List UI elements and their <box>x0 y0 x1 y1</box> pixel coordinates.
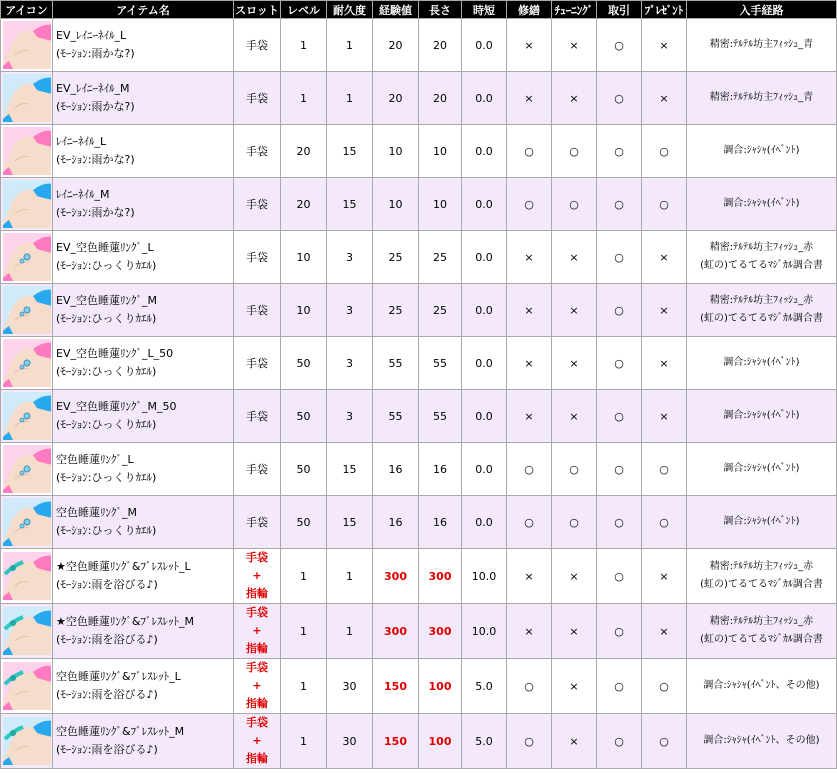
slot-cell <box>234 659 281 714</box>
time-cell: 10.0 <box>462 549 507 604</box>
icon-cell <box>1 125 53 178</box>
route-line: 調合:ｼｬｼｬ(ｲﾍﾞﾝﾄ、その他) <box>703 735 820 746</box>
tuning-cell: × <box>552 714 597 769</box>
exp-cell: 55 <box>373 390 419 443</box>
length-cell: 55 <box>419 337 462 390</box>
durability-cell: 3 <box>327 284 373 337</box>
exp-cell: 25 <box>373 231 419 284</box>
item-motion: (ﾓｰｼｮﾝ:雨かな?) <box>56 47 135 60</box>
length-cell: 55 <box>419 390 462 443</box>
table-body <box>1 19 837 769</box>
slot-value: 指輪 <box>246 752 268 765</box>
exp-cell: 10 <box>373 125 419 178</box>
trade-cell: ○ <box>597 549 642 604</box>
blue-bracelet-hand-icon <box>3 717 51 765</box>
slot-cell: 手袋 <box>234 284 281 337</box>
level-cell: 50 <box>281 496 327 549</box>
pink-ring-hand-icon <box>3 233 51 281</box>
route-line: 調合:ｼｬｼｬ(ｲﾍﾞﾝﾄ) <box>723 463 800 474</box>
repair-cell: × <box>507 390 552 443</box>
route-line: 精密:ﾃﾙﾃﾙ坊主ﾌｨｯｼｭ_青 <box>709 39 814 50</box>
item-name-cell <box>53 125 234 178</box>
tuning-cell: × <box>552 337 597 390</box>
trade-cell: ○ <box>597 284 642 337</box>
pink-ring-hand-icon <box>3 445 51 493</box>
item-name-cell <box>53 72 234 125</box>
repair-cell: ○ <box>507 659 552 714</box>
length-cell: 25 <box>419 284 462 337</box>
trade-cell: ○ <box>597 231 642 284</box>
item-name: EV_空色睡蓮ﾘﾝｸﾞ_M_50 <box>56 400 177 413</box>
slot-value: 手袋 <box>246 716 268 729</box>
time-cell: 0.0 <box>462 72 507 125</box>
length-cell: 20 <box>419 72 462 125</box>
header-durability: 耐久度 <box>327 1 373 19</box>
exp-cell: 150 <box>373 659 419 714</box>
pink-nail-hand-icon <box>3 127 51 175</box>
trade-cell: ○ <box>597 390 642 443</box>
trade-cell: ○ <box>597 72 642 125</box>
table-row <box>1 714 837 769</box>
table-row <box>1 496 837 549</box>
level-cell: 1 <box>281 549 327 604</box>
slot-cell: 手袋 <box>234 496 281 549</box>
route-line: 調合:ｼｬｼｬ(ｲﾍﾞﾝﾄ) <box>723 410 800 421</box>
level-cell: 10 <box>281 231 327 284</box>
slot-value: 指輪 <box>246 642 268 655</box>
header-slot: スロット <box>234 1 281 19</box>
present-cell: × <box>642 604 687 659</box>
header-present: ﾌﾟﾚｾﾞﾝﾄ <box>642 1 687 19</box>
icon-cell <box>1 19 53 72</box>
item-name-cell <box>53 714 234 769</box>
route-cell <box>687 443 837 496</box>
item-motion: (ﾓｰｼｮﾝ:雨を浴びる♪) <box>56 633 158 646</box>
item-motion: (ﾓｰｼｮﾝ:ひっくりｶｴﾙ) <box>56 418 157 431</box>
item-name: EV_ﾚｲﾆｰﾈｲﾙ_M <box>56 82 130 95</box>
time-cell: 0.0 <box>462 284 507 337</box>
present-cell: ○ <box>642 659 687 714</box>
item-motion: (ﾓｰｼｮﾝ:雨かな?) <box>56 100 135 113</box>
length-cell: 25 <box>419 231 462 284</box>
item-motion: (ﾓｰｼｮﾝ:雨かな?) <box>56 153 135 166</box>
route-cell <box>687 231 837 284</box>
route-cell <box>687 659 837 714</box>
level-cell: 50 <box>281 443 327 496</box>
length-cell: 16 <box>419 496 462 549</box>
trade-cell: ○ <box>597 496 642 549</box>
tuning-cell: × <box>552 231 597 284</box>
item-name-cell <box>53 604 234 659</box>
route-line: 精密:ﾃﾙﾃﾙ坊主ﾌｨｯｼｭ_青 <box>709 92 814 103</box>
item-name-cell <box>53 178 234 231</box>
level-cell: 50 <box>281 337 327 390</box>
trade-cell: ○ <box>597 604 642 659</box>
slot-cell: 手袋 <box>234 178 281 231</box>
exp-cell: 10 <box>373 178 419 231</box>
durability-cell: 30 <box>327 659 373 714</box>
item-name: 空色睡蓮ﾘﾝｸﾞ_M <box>56 506 137 519</box>
exp-cell: 16 <box>373 443 419 496</box>
blue-ring-hand-icon <box>3 286 51 334</box>
item-motion: (ﾓｰｼｮﾝ:雨を浴びる♪) <box>56 743 158 756</box>
header-time: 時短 <box>462 1 507 19</box>
table-row <box>1 178 837 231</box>
repair-cell: ○ <box>507 443 552 496</box>
item-name-cell <box>53 231 234 284</box>
repair-cell: × <box>507 549 552 604</box>
length-cell: 10 <box>419 125 462 178</box>
trade-cell: ○ <box>597 714 642 769</box>
repair-cell: ○ <box>507 496 552 549</box>
time-cell: 0.0 <box>462 443 507 496</box>
tuning-cell: × <box>552 604 597 659</box>
item-name: EV_空色睡蓮ﾘﾝｸﾞ_M <box>56 294 157 307</box>
repair-cell: ○ <box>507 714 552 769</box>
tuning-cell: × <box>552 284 597 337</box>
exp-cell: 20 <box>373 72 419 125</box>
tuning-cell: × <box>552 19 597 72</box>
level-cell: 1 <box>281 19 327 72</box>
time-cell: 0.0 <box>462 390 507 443</box>
trade-cell: ○ <box>597 19 642 72</box>
repair-cell: ○ <box>507 178 552 231</box>
slot-cell: 手袋 <box>234 390 281 443</box>
level-cell: 10 <box>281 284 327 337</box>
time-cell: 0.0 <box>462 337 507 390</box>
route-cell <box>687 714 837 769</box>
header-icon: アイコン <box>1 1 53 19</box>
time-cell: 0.0 <box>462 125 507 178</box>
icon-cell <box>1 72 53 125</box>
slot-value: 指輪 <box>246 697 268 710</box>
slot-cell: 手袋 <box>234 19 281 72</box>
route-line: 調合:ｼｬｼｬ(ｲﾍﾞﾝﾄ) <box>723 198 800 209</box>
pink-nail-hand-icon <box>3 21 51 69</box>
blue-ring-hand-icon <box>3 498 51 546</box>
header-item-name: アイテム名 <box>53 1 234 19</box>
exp-cell: 20 <box>373 19 419 72</box>
route-cell <box>687 549 837 604</box>
route-cell <box>687 178 837 231</box>
route-cell <box>687 604 837 659</box>
item-name: ★空色睡蓮ﾘﾝｸﾞ&ﾌﾞﾚｽﾚｯﾄ_M <box>56 615 194 628</box>
header-level: レベル <box>281 1 327 19</box>
present-cell: × <box>642 231 687 284</box>
present-cell: ○ <box>642 125 687 178</box>
present-cell: × <box>642 284 687 337</box>
item-name-cell <box>53 549 234 604</box>
tuning-cell: × <box>552 549 597 604</box>
table-row <box>1 659 837 714</box>
length-cell: 100 <box>419 714 462 769</box>
exp-cell: 300 <box>373 604 419 659</box>
item-motion: (ﾓｰｼｮﾝ:ひっくりｶｴﾙ) <box>56 365 157 378</box>
trade-cell: ○ <box>597 125 642 178</box>
route-cell <box>687 337 837 390</box>
slot-value: + <box>252 624 262 637</box>
route-line: 調合:ｼｬｼｬ(ｲﾍﾞﾝﾄ、その他) <box>703 680 820 691</box>
table-row <box>1 125 837 178</box>
level-cell: 50 <box>281 390 327 443</box>
time-cell: 0.0 <box>462 178 507 231</box>
durability-cell: 15 <box>327 125 373 178</box>
repair-cell: × <box>507 604 552 659</box>
trade-cell: ○ <box>597 443 642 496</box>
durability-cell: 1 <box>327 72 373 125</box>
table-row <box>1 19 837 72</box>
present-cell: ○ <box>642 178 687 231</box>
header-repair: 修繕 <box>507 1 552 19</box>
present-cell: × <box>642 337 687 390</box>
item-name-cell <box>53 390 234 443</box>
level-cell: 20 <box>281 125 327 178</box>
level-cell: 1 <box>281 714 327 769</box>
item-name-cell <box>53 19 234 72</box>
durability-cell: 3 <box>327 390 373 443</box>
trade-cell: ○ <box>597 659 642 714</box>
item-motion: (ﾓｰｼｮﾝ:ひっくりｶｴﾙ) <box>56 471 157 484</box>
tuning-cell: ○ <box>552 496 597 549</box>
table-row <box>1 549 837 604</box>
exp-cell: 55 <box>373 337 419 390</box>
slot-cell: 手袋 <box>234 72 281 125</box>
trade-cell: ○ <box>597 178 642 231</box>
icon-cell <box>1 714 53 769</box>
route-cell <box>687 284 837 337</box>
present-cell: ○ <box>642 714 687 769</box>
pink-ring-hand-icon <box>3 339 51 387</box>
item-name: ★空色睡蓮ﾘﾝｸﾞ&ﾌﾞﾚｽﾚｯﾄ_L <box>56 560 191 573</box>
item-motion: (ﾓｰｼｮﾝ:ひっくりｶｴﾙ) <box>56 259 157 272</box>
tuning-cell: × <box>552 72 597 125</box>
route-line: 精密:ﾃﾙﾃﾙ坊主ﾌｨｯｼｭ_赤 <box>709 561 814 572</box>
time-cell: 0.0 <box>462 231 507 284</box>
item-name: 空色睡蓮ﾘﾝｸﾞ&ﾌﾞﾚｽﾚｯﾄ_L <box>56 670 181 683</box>
repair-cell: × <box>507 231 552 284</box>
blue-nail-hand-icon <box>3 180 51 228</box>
item-motion: (ﾓｰｼｮﾝ:雨を浴びる♪) <box>56 688 158 701</box>
item-name-cell <box>53 496 234 549</box>
route-cell <box>687 72 837 125</box>
icon-cell <box>1 390 53 443</box>
route-line: (虹の)てるてるﾏｼﾞｶﾙ調合書 <box>700 634 823 645</box>
level-cell: 1 <box>281 72 327 125</box>
route-line: 調合:ｼｬｼｬ(ｲﾍﾞﾝﾄ) <box>723 145 800 156</box>
header-trade: 取引 <box>597 1 642 19</box>
icon-cell <box>1 604 53 659</box>
time-cell: 5.0 <box>462 714 507 769</box>
blue-bracelet-hand-icon <box>3 607 51 655</box>
length-cell: 300 <box>419 604 462 659</box>
route-line: 精密:ﾃﾙﾃﾙ坊主ﾌｨｯｼｭ_赤 <box>709 295 814 306</box>
durability-cell: 3 <box>327 231 373 284</box>
slot-value: 指輪 <box>246 587 268 600</box>
icon-cell <box>1 443 53 496</box>
item-motion: (ﾓｰｼｮﾝ:雨かな?) <box>56 206 135 219</box>
slot-cell: 手袋 <box>234 125 281 178</box>
repair-cell: × <box>507 19 552 72</box>
route-line: 調合:ｼｬｼｬ(ｲﾍﾞﾝﾄ) <box>723 516 800 527</box>
slot-cell: 手袋 <box>234 443 281 496</box>
slot-cell <box>234 549 281 604</box>
slot-cell: 手袋 <box>234 337 281 390</box>
exp-cell: 16 <box>373 496 419 549</box>
item-motion: (ﾓｰｼｮﾝ:雨を浴びる♪) <box>56 578 158 591</box>
item-name: EV_ﾚｲﾆｰﾈｲﾙ_L <box>56 29 127 42</box>
slot-cell <box>234 604 281 659</box>
route-line: (虹の)てるてるﾏｼﾞｶﾙ調合書 <box>700 579 823 590</box>
present-cell: × <box>642 390 687 443</box>
durability-cell: 1 <box>327 19 373 72</box>
item-name-cell <box>53 284 234 337</box>
item-name: 空色睡蓮ﾘﾝｸﾞ&ﾌﾞﾚｽﾚｯﾄ_M <box>56 725 185 738</box>
time-cell: 10.0 <box>462 604 507 659</box>
length-cell: 10 <box>419 178 462 231</box>
icon-cell <box>1 178 53 231</box>
header-length: 長さ <box>419 1 462 19</box>
durability-cell: 30 <box>327 714 373 769</box>
level-cell: 20 <box>281 178 327 231</box>
table-row <box>1 390 837 443</box>
slot-value: 手袋 <box>246 606 268 619</box>
header-row <box>1 1 837 19</box>
item-name-cell <box>53 659 234 714</box>
length-cell: 20 <box>419 19 462 72</box>
level-cell: 1 <box>281 659 327 714</box>
slot-cell <box>234 714 281 769</box>
table-row <box>1 231 837 284</box>
time-cell: 0.0 <box>462 496 507 549</box>
tuning-cell: × <box>552 659 597 714</box>
tuning-cell: ○ <box>552 125 597 178</box>
icon-cell <box>1 231 53 284</box>
table-row <box>1 443 837 496</box>
present-cell: × <box>642 72 687 125</box>
icon-cell <box>1 284 53 337</box>
icon-cell <box>1 337 53 390</box>
route-line: 精密:ﾃﾙﾃﾙ坊主ﾌｨｯｼｭ_赤 <box>709 242 814 253</box>
route-cell <box>687 390 837 443</box>
present-cell: × <box>642 19 687 72</box>
pink-bracelet-hand-icon <box>3 662 51 710</box>
repair-cell: × <box>507 72 552 125</box>
durability-cell: 1 <box>327 549 373 604</box>
icon-cell <box>1 659 53 714</box>
item-name: EV_空色睡蓮ﾘﾝｸﾞ_L <box>56 241 154 254</box>
durability-cell: 15 <box>327 443 373 496</box>
item-name: ﾚｲﾆｰﾈｲﾙ_M <box>56 188 110 201</box>
item-name: 空色睡蓮ﾘﾝｸﾞ_L <box>56 453 134 466</box>
time-cell: 5.0 <box>462 659 507 714</box>
tuning-cell: ○ <box>552 443 597 496</box>
route-line: 精密:ﾃﾙﾃﾙ坊主ﾌｨｯｼｭ_赤 <box>709 616 814 627</box>
length-cell: 16 <box>419 443 462 496</box>
slot-value: 手袋 <box>246 551 268 564</box>
blue-ring-hand-icon <box>3 392 51 440</box>
table-row <box>1 604 837 659</box>
tuning-cell: × <box>552 390 597 443</box>
slot-value: 手袋 <box>246 661 268 674</box>
slot-value: + <box>252 569 262 582</box>
item-name: EV_空色睡蓮ﾘﾝｸﾞ_L_50 <box>56 347 174 360</box>
item-name: ﾚｲﾆｰﾈｲﾙ_L <box>56 135 107 148</box>
slot-value: + <box>252 679 262 692</box>
item-motion: (ﾓｰｼｮﾝ:ひっくりｶｴﾙ) <box>56 524 157 537</box>
slot-value: + <box>252 734 262 747</box>
item-motion: (ﾓｰｼｮﾝ:ひっくりｶｴﾙ) <box>56 312 157 325</box>
length-cell: 100 <box>419 659 462 714</box>
present-cell: ○ <box>642 443 687 496</box>
table-row <box>1 72 837 125</box>
tuning-cell: ○ <box>552 178 597 231</box>
repair-cell: ○ <box>507 125 552 178</box>
exp-cell: 25 <box>373 284 419 337</box>
icon-cell <box>1 496 53 549</box>
slot-cell: 手袋 <box>234 231 281 284</box>
trade-cell: ○ <box>597 337 642 390</box>
route-line: 調合:ｼｬｼｬ(ｲﾍﾞﾝﾄ) <box>723 357 800 368</box>
blue-nail-hand-icon <box>3 74 51 122</box>
present-cell: ○ <box>642 496 687 549</box>
present-cell: × <box>642 549 687 604</box>
durability-cell: 15 <box>327 496 373 549</box>
repair-cell: × <box>507 337 552 390</box>
item-name-cell <box>53 443 234 496</box>
route-cell <box>687 496 837 549</box>
time-cell: 0.0 <box>462 19 507 72</box>
table-row <box>1 337 837 390</box>
repair-cell: × <box>507 284 552 337</box>
table-row <box>1 284 837 337</box>
header-route: 入手経路 <box>687 1 837 19</box>
header-tuning: ﾁｭｰﾆﾝｸﾞ <box>552 1 597 19</box>
length-cell: 300 <box>419 549 462 604</box>
durability-cell: 15 <box>327 178 373 231</box>
exp-cell: 150 <box>373 714 419 769</box>
item-name-cell <box>53 337 234 390</box>
route-line: (虹の)てるてるﾏｼﾞｶﾙ調合書 <box>700 260 823 271</box>
route-line: (虹の)てるてるﾏｼﾞｶﾙ調合書 <box>700 313 823 324</box>
level-cell: 1 <box>281 604 327 659</box>
durability-cell: 1 <box>327 604 373 659</box>
pink-bracelet-hand-icon <box>3 552 51 600</box>
durability-cell: 3 <box>327 337 373 390</box>
route-cell <box>687 19 837 72</box>
header-exp: 経験値 <box>373 1 419 19</box>
route-cell <box>687 125 837 178</box>
icon-cell <box>1 549 53 604</box>
exp-cell: 300 <box>373 549 419 604</box>
